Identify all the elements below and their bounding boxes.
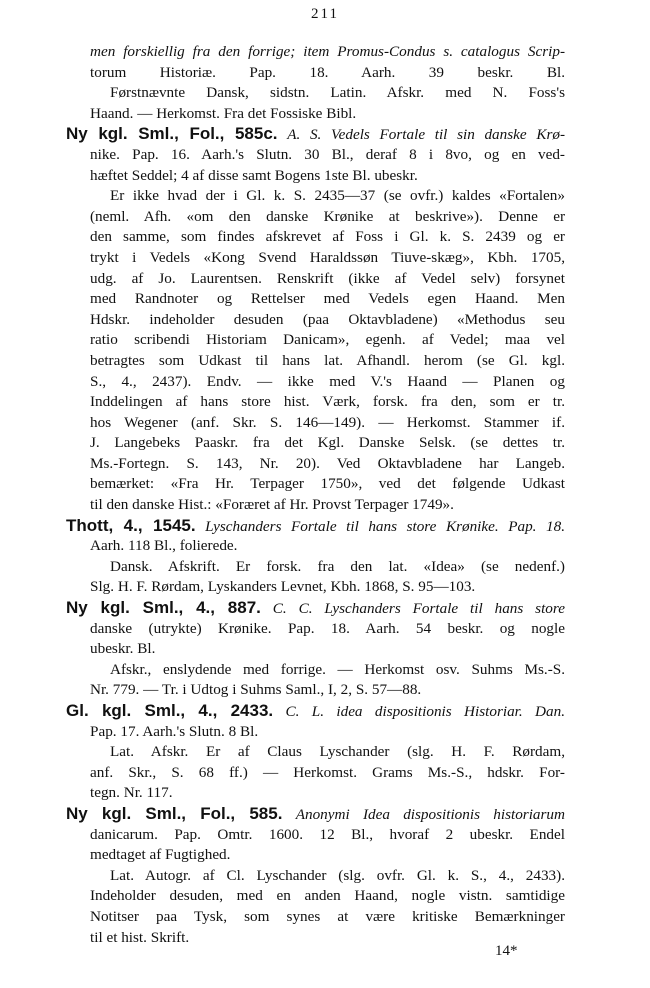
- text-line: danske (utrykte) Krønike. Pap. 18. Aarh. 54 beskr. og nogle: [90, 619, 565, 637]
- catalog-entry: [66, 803, 565, 948]
- text-line: torum Historiæ. Pap. 18. Aarh. 39 beskr. Bl.: [90, 63, 565, 81]
- text-line: trykt i Vedels «Kong Svend Haraldssøn Tiuve-skæg», Kbh. 1705,: [90, 248, 565, 266]
- entry-title: C. C. Lyschanders Fortale til hans store: [272, 600, 565, 618]
- catalog-entry: [66, 701, 565, 804]
- text-line: den samme, som findes afskrevet af Foss i Gl. k. S. 2439 og er: [90, 228, 565, 246]
- text-line: Nr. 779. — Tr. i Udtog i Suhms Saml., I, 2, S. 57—88.: [90, 681, 422, 699]
- text-line: medtaget af Fugtighed.: [90, 846, 231, 864]
- shelfmark: Gl. kgl. Sml., 4., 2433.: [66, 701, 274, 720]
- catalog-entry: [66, 598, 565, 701]
- text-line: anf. Skr., S. 68 ff.) — Herkomst. Grams Ms.-S., hdskr. For-: [90, 763, 565, 781]
- text-line: hæftet Seddel; 4 af disse samt Bogens 1ste Bl. ubeskr.: [90, 166, 418, 184]
- shelfmark: Ny kgl. Sml., Fol., 585c.: [66, 124, 278, 144]
- text-line: udg. af Jo. Laurentsen. Renskrift (ikke af Vedel selv) forsynet: [90, 269, 565, 287]
- signature-mark: 14*: [495, 943, 518, 959]
- text-line: Lat. Afskr. Er af Claus Lyschander (slg. H. F. Rørdam,: [110, 743, 565, 761]
- text-line: ratio scribendi Historiam Danicam», egenh. af Vedel; maa vel: [90, 331, 565, 349]
- shelfmark: Ny kgl. Sml., 4., 887.: [66, 598, 261, 618]
- text-line: betragtes som Udkast til hans lat. Afhandl. herom (se Gl. kgl.: [90, 351, 565, 369]
- text-line: (neml. Afh. «om den danske Krønike at beskrive»). Denne er: [90, 207, 565, 225]
- text-line: Afskr., enslydende med forrige. — Herkomst osv. Suhms Ms.-S.: [110, 660, 565, 678]
- entry-heading-line: [66, 804, 565, 825]
- entry-heading-line: [66, 701, 565, 722]
- text-line: bemærket: «Fra Hr. Terpager 1750», ved det følgende Udkast: [90, 475, 565, 493]
- entry-heading-line: [66, 124, 565, 145]
- entry-title: Lyschanders Fortale til hans store Krønike. Pap. 18.: [205, 517, 566, 535]
- shelfmark: Thott, 4., 1545.: [66, 515, 196, 535]
- text-line: Dansk. Afskrift. Er forsk. fra den lat. «Idea» (se nedenf.): [110, 557, 565, 575]
- text-line: danicarum. Pap. Omtr. 1600. 12 Bl., hvoraf 2 ubeskr. Endel: [90, 825, 565, 843]
- text-line: J. Langebeks Paaskr. fra det Kgl. Danske Selsk. (se dettes tr.: [90, 434, 565, 452]
- catalog-entry: [90, 42, 565, 124]
- shelfmark: Ny kgl. Sml., Fol., 585.: [66, 803, 283, 823]
- text-line: Indeholder desuden, med en anden Haand, nogle vistn. samtidige: [90, 887, 565, 905]
- text-line: Notitser paa Tysk, som synes at være kritiske Bemærkninger: [90, 907, 565, 925]
- text-line: Aarh. 118 Bl., folierede.: [90, 537, 238, 555]
- catalog-entry: [66, 124, 566, 515]
- text-line: ubeskr. Bl.: [90, 640, 156, 658]
- entry-heading-line: [66, 516, 565, 537]
- entry-title: Anonymi Idea dispositionis historiarum: [295, 805, 565, 823]
- text-line: Ms.-Fortegn. S. 143, Nr. 20). Ved Oktavbladene har Langeb.: [90, 454, 565, 472]
- entry-title: A. S. Vedels Fortale til sin danske Krø-: [287, 126, 566, 144]
- text-line: Slg. H. F. Rørdam, Lyskanders Levnet, Kbh. 1868, S. 95—103.: [90, 578, 476, 596]
- text-line: Pap. 17. Aarh.'s Slutn. 8 Bl.: [90, 722, 259, 740]
- text-line: til et hist. Skrift.: [90, 928, 190, 946]
- text-line: nike. Pap. 16. Aarh.'s Slutn. 30 Bl., deraf 8 i 8vo, og en ved-: [90, 145, 565, 163]
- text-line: til den danske Hist.: «Foræret af Hr. Provst Terpager 1749».: [90, 496, 454, 514]
- text-line: hos Wegener (anf. Skr. S. 146—149). — Herkomst. Stammer if.: [90, 413, 565, 431]
- catalog-text: [66, 42, 566, 948]
- entry-title: C. L. idea dispositionis Historiar. Dan.: [285, 703, 565, 720]
- text-line: tegn. Nr. 117.: [90, 784, 173, 802]
- text-line: men forskiellig fra den forrige; item Promus-Condus s. catalogus Scrip-: [90, 43, 565, 60]
- text-line: Haand. — Herkomst. Fra det Fossiske Bibl.: [90, 104, 357, 122]
- text-line: med Randnoter og Rettelser med Vedels egen Haand. Men: [90, 290, 565, 308]
- text-line: Lat. Autogr. af Cl. Lyschander (slg. ovfr. Gl. k. S., 4., 2433).: [110, 866, 565, 884]
- text-line: Inddelingen af hans store hist. Værk, forsk. fra den, som er tr.: [90, 393, 565, 411]
- text-line: Hdskr. indeholder desuden (paa Oktavbladene) «Methodus seu: [90, 310, 565, 328]
- text-line: Førstnævnte Dansk, sidstn. Latin. Afskr. med N. Foss's: [110, 84, 565, 102]
- page-number: 211: [311, 6, 339, 22]
- text-line: S., 4., 2437). Endv. — ikke med V.'s Haand — Planen og: [90, 372, 565, 390]
- text-line: Er ikke hvad der i Gl. k. S. 2435—37 (se ovfr.) kaldes «Fortalen»: [110, 187, 565, 205]
- entry-heading-line: [66, 598, 565, 619]
- catalog-entry: [66, 515, 566, 598]
